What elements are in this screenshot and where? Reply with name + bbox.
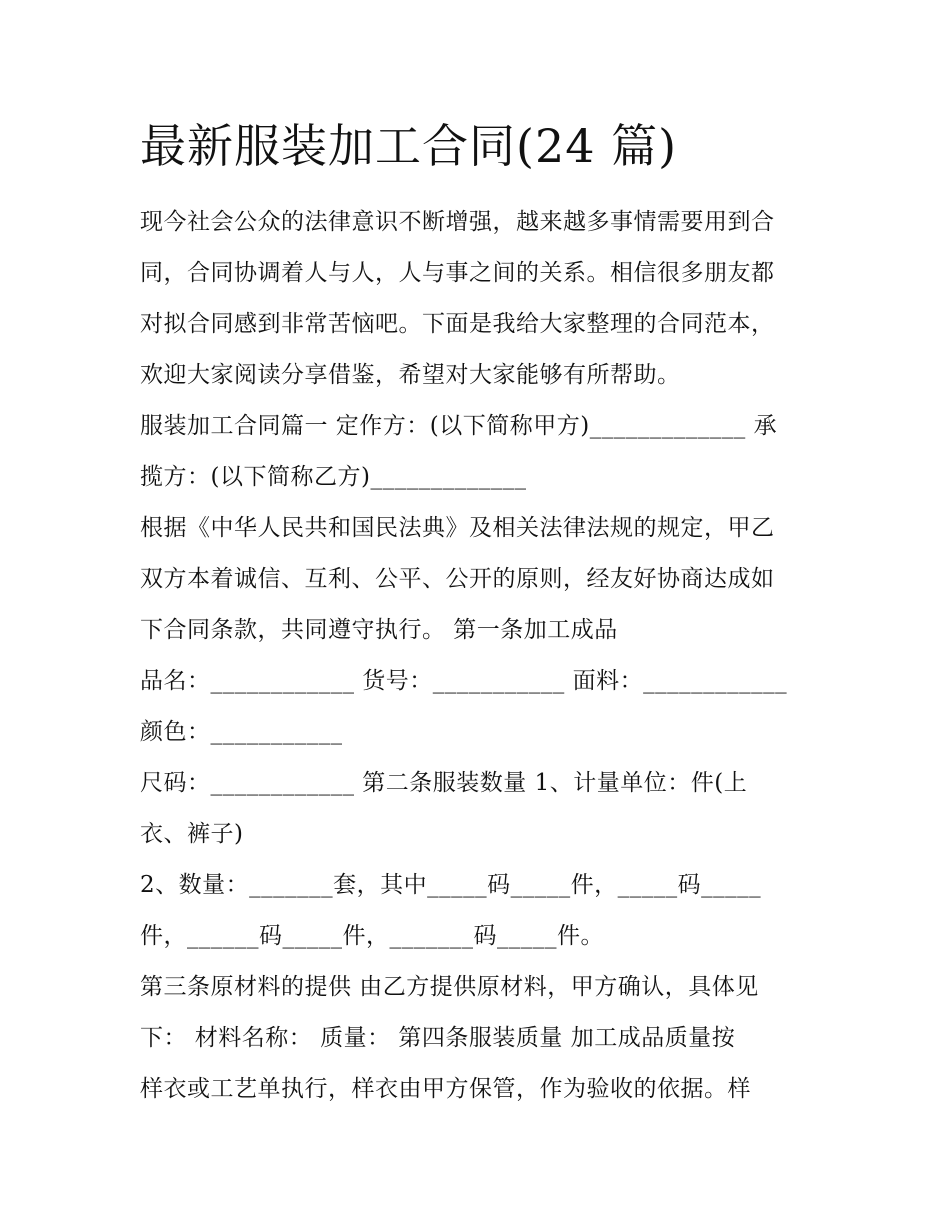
body-line: 件，______码_____件，_______码_____件。 [140, 923, 604, 949]
body-line: 第三条原材料的提供 由乙方提供原材料，甲方确认，具体见 [140, 974, 759, 1000]
body-line: 双方本着诚信、互利、公平、公开的原则，经友好协商达成如 [140, 566, 775, 592]
body-line: 2、数量：_______套，其中_____码_____件，_____码_____ [140, 872, 762, 898]
body-line: 颜色：___________ [140, 719, 343, 745]
body-line: 衣、裤子) [140, 821, 244, 847]
body-line: 现今社会公众的法律意识不断增强，越来越多事情需要用到合 [140, 209, 775, 235]
body-line: 尺码：____________ 第二条服装数量 1、计量单位：件(上 [140, 770, 748, 796]
body-line: 对拟合同感到非常苦恼吧。下面是我给大家整理的合同范本， [140, 311, 775, 337]
body-line: 下： 材料名称： 质量： 第四条服装质量 加工成品质量按 [140, 1025, 736, 1051]
body-line: 欢迎大家阅读分享借鉴，希望对大家能够有所帮助。 [140, 362, 681, 388]
body-line: 样衣或工艺单执行，样衣由甲方保管，作为验收的依据。样 [140, 1076, 751, 1102]
body-line: 下合同条款，共同遵守执行。 第一条加工成品 [140, 617, 618, 643]
document-title: 最新服装加工合同(24 篇) [140, 119, 678, 173]
body-line: 服装加工合同篇一 定作方：(以下简称甲方)_____________ 承 [140, 413, 778, 439]
body-line: 揽方：(以下简称乙方)_____________ [140, 464, 527, 490]
body-line: 根据《中华人民共和国民法典》及相关法律法规的规定，甲乙 [140, 515, 775, 541]
body-line: 品名：____________ 货号：___________ 面料：____________ [140, 668, 788, 694]
body-line: 同，合同协调着人与人，人与事之间的关系。相信很多朋友都 [140, 260, 775, 286]
